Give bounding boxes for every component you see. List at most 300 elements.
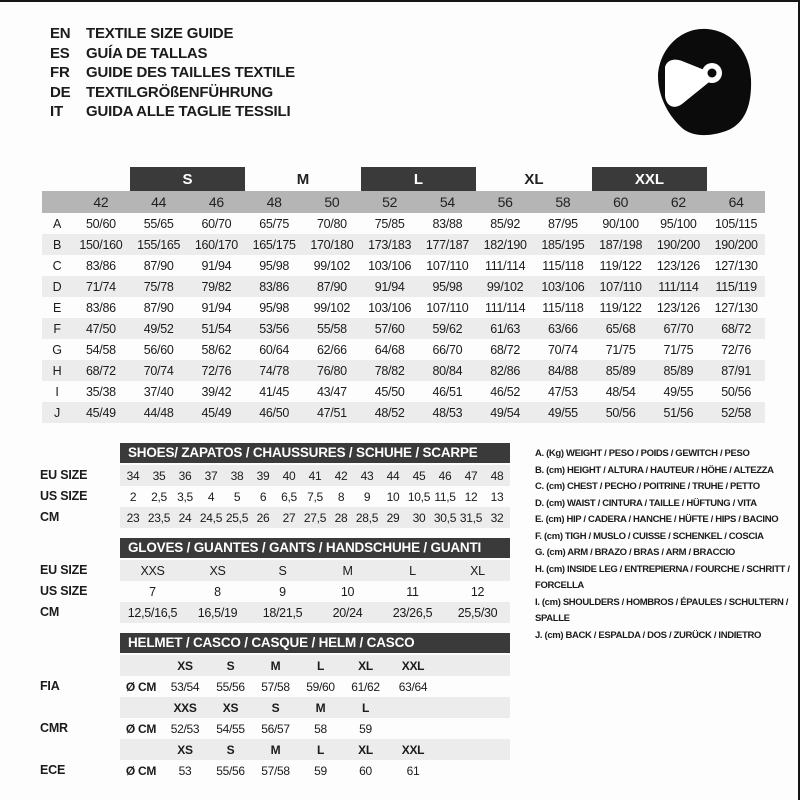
table-cell: 62/66 [316,342,347,357]
size-56: 56 [476,191,534,213]
table-row [42,255,765,276]
table-cell [707,167,765,191]
table-cell: XS [222,700,239,715]
table-cell: Ø CM [125,721,157,736]
table-cell [438,676,510,697]
table-cell: 46/50 [259,405,290,420]
table-cell: 44 [386,468,400,483]
table-cell: 28 [334,510,348,525]
row-label-cm: CM [40,510,60,524]
table-cell: 55/56 [216,763,245,778]
legend-item-f: F. (cm) TIGH / MUSLO / CUISSE / SCHENKEL / COSCIA [535,530,764,542]
table-cell: 2 [129,489,137,504]
table-cell: 18/21,5 [262,605,303,620]
table-cell: 55/65 [143,216,174,231]
table-cell: 127/130 [714,258,758,273]
table-row [42,213,765,234]
table-cell: 160/170 [194,237,238,252]
table-cell: 90/100 [602,216,639,231]
table-cell: 83/86 [85,300,116,315]
table-cell: 13 [490,489,504,504]
table-cell: 53/56 [259,321,290,336]
table-cell: 75/85 [374,216,405,231]
size-54: 54 [419,191,477,213]
table-cell: 10 [386,489,400,504]
table-row [120,739,510,760]
table-cell: 46/52 [490,384,521,399]
table-cell: L [316,658,325,673]
language-code: DE [50,83,71,101]
table-cell: 107/110 [426,300,469,315]
table-cell: 52/53 [170,721,200,736]
table-cell: 83/86 [85,258,116,273]
table-cell: 91/94 [201,258,232,273]
table-cell: 47/50 [85,321,116,336]
table-cell: 24 [178,510,192,525]
shoes-size-section [40,443,510,528]
table-cell: 46/51 [432,384,463,399]
table-cell: 24,5 [199,510,223,525]
table-cell: 58 [314,721,327,736]
standard-label-fia: FIA [40,679,60,693]
table-cell: XL [358,658,373,673]
table-row [42,402,765,423]
legend-item-a: A. (Kg) WEIGHT / PESO / POIDS / GEWITCH / PESO [535,448,750,459]
table-cell: 61/63 [490,321,521,336]
table-row [120,486,510,507]
table-cell: 47/53 [547,384,578,399]
shoes-table-title: SHOES/ ZAPATOS / CHAUSSURES / SCHUHE / SCARPE [120,443,510,463]
table-cell: M [270,742,281,757]
helmet-size-table [120,655,510,781]
table-cell: 60 [359,763,372,778]
table-cell: 85/89 [605,363,636,378]
table-cell: XXL [401,658,425,673]
table-cell: 95/98 [259,258,290,273]
table-row [120,602,510,623]
table-row [120,560,510,581]
size-42: 42 [72,191,130,213]
table-cell: 83/88 [432,216,463,231]
table-cell: 60/64 [259,342,290,357]
gloves-size-section [40,538,510,623]
table-cell: 87/90 [143,258,174,273]
table-row [120,697,510,718]
table-cell: 55/56 [216,679,245,694]
legend-item-c: C. (cm) CHEST / PECHO / POITRINE / TRUHE / PETTO [535,481,760,492]
table-cell [120,697,162,718]
shoes-table-body [120,465,510,528]
table-cell: G [52,342,62,357]
table-cell: 83/86 [259,279,290,294]
table-cell: 50/56 [605,405,636,420]
table-cell: 12 [464,489,478,504]
table-cell [42,191,72,213]
table-cell: 32 [490,510,504,525]
table-cell [438,760,510,781]
legend-item-j: J. (cm) BACK / ESPALDA / DOS / ZURÜCK / INDIETRO [535,629,761,641]
table-cell: 95/98 [432,279,463,294]
textile-size-table [42,167,765,423]
table-row [120,718,510,739]
table-cell: 49/52 [143,321,174,336]
table-cell: 119/122 [599,300,642,315]
table-cell: 58/62 [201,342,232,357]
table-cell: 111/114 [484,300,526,315]
size-group-l: L [361,167,477,191]
gloves-table-body [120,560,510,623]
table-cell: 54/55 [216,721,245,736]
table-cell: 59/60 [306,679,335,694]
table-cell: H [52,363,62,378]
table-cell: C [52,258,62,273]
table-cell: 53 [178,763,192,778]
row-label-eu-size: EU SIZE [40,563,88,577]
table-cell: 67/70 [663,321,694,336]
table-cell: 36 [178,468,192,483]
table-cell: 6,5 [281,489,297,504]
table-cell: 50/56 [721,384,752,399]
table-cell: S [278,563,287,578]
table-cell: 29 [386,510,400,525]
table-cell: 53/54 [170,679,200,694]
table-cell: 7 [149,584,156,599]
table-cell: 68/72 [85,363,116,378]
table-cell: 35 [152,468,166,483]
helmet-size-section [40,633,510,781]
size-group-xxl: XXL [592,167,708,191]
table-cell: 111/114 [484,258,526,273]
language-code: ES [50,44,70,62]
table-cell: L [409,563,416,578]
table-row [42,360,765,381]
table-cell: 31,5 [459,510,483,525]
table-cell: 155/165 [137,237,181,252]
table-cell: 41 [308,468,322,483]
size-58: 58 [534,191,592,213]
table-row [42,318,765,339]
table-cell: 37 [204,468,218,483]
table-cell: 87/91 [721,363,752,378]
table-cell: 61/62 [351,679,380,694]
table-cell [438,718,510,739]
legend-item-i: I. (cm) SHOULDERS / HOMBROS / ÉPAULES / SCHULTERN / SPALLE [535,596,789,624]
table-cell: A [52,216,62,231]
table-cell: 64/68 [374,342,405,357]
language-title: TEXTILGRÖßENFÜHRUNG [86,83,274,101]
table-cell: 56/57 [261,721,290,736]
table-cell: F [53,321,61,336]
table-cell: 49/55 [663,384,694,399]
table-cell: 47 [464,468,478,483]
table-cell: S [271,700,280,715]
table-cell: XS [177,742,193,757]
table-cell: 71/74 [85,279,116,294]
table-cell: D [52,279,62,294]
table-cell: 85/92 [490,216,521,231]
table-cell: 45/49 [85,405,116,420]
table-cell: 99/102 [313,300,351,315]
table-cell: B [52,237,62,252]
language-code: IT [50,103,63,120]
table-cell: 12 [470,584,485,599]
table-cell: 185/195 [541,237,585,252]
row-label-eu-size: EU SIZE [40,468,88,482]
table-cell: 25,5/30 [457,605,498,620]
table-cell: 85/89 [663,363,694,378]
table-cell: 78/82 [374,363,405,378]
table-cell: 9 [279,584,286,599]
helmet-standard-labels [40,655,118,781]
table-cell: 35/38 [85,384,116,399]
legend-item-d: D. (cm) WAIST / CINTURA / TAILLE / HÜFTUNG / VITA [535,497,757,509]
table-cell: 8 [214,584,221,599]
table-cell: 150/160 [79,237,123,252]
gloves-table-title: GLOVES / GUANTES / GANTS / HANDSCHUHE / GUANTI [120,538,510,558]
table-cell: 177/187 [425,237,469,252]
table-cell: 39 [256,468,270,483]
shoes-size-table [120,465,510,528]
table-cell: 43 [360,468,374,483]
helmet-icon [655,27,753,141]
table-cell: 170/180 [310,237,354,252]
table-cell: 84/88 [547,363,578,378]
table-cell: 182/190 [483,237,527,252]
legend-item-b: B. (cm) HEIGHT / ALTURA / HAUTEUR / HÖHE / ALTEZZA [535,464,774,476]
table-cell: 7,5 [307,489,323,504]
table-cell: 70/80 [316,216,347,231]
table-cell: 27 [282,510,296,525]
table-cell [72,167,130,191]
table-cell: Ø CM [125,763,157,778]
language-title-list [50,24,295,122]
table-cell: 51/56 [663,405,694,420]
table-cell: 50/60 [85,216,116,231]
table-cell [438,697,510,718]
table-row [42,297,765,318]
table-cell: 20/24 [332,605,363,620]
table-cell: 74/78 [259,363,290,378]
table-cell: 63/64 [398,679,428,694]
table-cell: 59 [359,721,372,736]
table-cell: 82/86 [490,363,521,378]
table-cell: 71/75 [605,342,636,357]
table-cell: 57/60 [374,321,405,336]
row-label-cm: CM [40,605,60,619]
table-cell: 57/58 [261,763,290,778]
table-cell: 115/119 [715,279,757,294]
gloves-size-table [120,560,510,623]
table-cell: 45/49 [201,405,232,420]
table-cell: XL [358,742,373,757]
table-cell: 26 [256,510,270,525]
size-44: 44 [130,191,188,213]
table-cell: 72/76 [201,363,232,378]
table-cell: 70/74 [143,363,174,378]
table-cell: 190/200 [714,237,758,252]
table-cell: 8 [337,489,345,504]
table-cell: 54/58 [85,342,116,357]
table-cell: 56/60 [143,342,174,357]
table-cell: 107/110 [599,279,642,294]
table-cell: 48/52 [374,405,405,420]
table-cell [42,167,72,191]
table-cell: 28,5 [355,510,379,525]
table-cell: XL [470,563,485,578]
table-cell: 25,5 [225,510,249,525]
table-cell: 49/54 [490,405,521,420]
table-row [120,676,510,697]
table-cell [120,739,162,760]
table-cell: 27,5 [303,510,327,525]
language-title: GUÍA DE TALLAS [86,44,208,62]
language-title: GUIDA ALLE TAGLIE TESSILI [86,103,291,120]
table-cell: 87/90 [143,300,174,315]
table-cell: 91/94 [374,279,405,294]
table-cell: 103/106 [368,300,412,315]
table-cell: 5 [233,489,241,504]
table-cell [120,655,162,676]
table-cell: 51/54 [201,321,232,336]
standard-label-cmr: CMR [40,721,68,735]
table-cell: 60/70 [201,216,232,231]
table-cell: 123/126 [656,258,700,273]
legend-item-h: H. (cm) INSIDE LEG / ENTREPIERNA / FOURCHE / SCHRITT / FORCELLA [535,563,790,591]
table-cell: 65/68 [605,321,636,336]
table-cell: 30,5 [433,510,457,525]
table-cell: 47/51 [316,405,347,420]
table-cell: XXS [173,700,197,715]
table-cell: 41/45 [259,384,290,399]
table-cell: 75/78 [143,279,174,294]
table-cell: 9 [363,489,371,504]
table-cell: 23/26,5 [392,605,433,620]
size-64: 64 [707,191,765,213]
page-top-border [0,0,800,2]
table-cell: S [226,742,235,757]
table-cell: 99/102 [313,258,351,273]
language-title: GUIDE DES TAILLES TEXTILE [86,64,295,81]
table-cell: 44/48 [143,405,174,420]
table-cell: 48 [490,468,504,483]
table-cell: E [52,300,62,315]
table-cell: 72/76 [721,342,752,357]
table-cell: I [55,384,59,399]
table-cell: 105/115 [715,216,758,231]
table-cell: 11,5 [434,489,456,504]
table-cell [438,655,510,676]
gloves-row-labels [40,560,118,623]
table-cell: XS [209,563,226,578]
table-cell: 38 [230,468,244,483]
table-cell: 55/58 [316,321,347,336]
standard-label-ece: ECE [40,763,66,777]
table-cell: 30 [412,510,426,525]
table-cell: XXS [140,563,165,578]
legend-item-g: G. (cm) ARM / BRAZO / BRAS / ARM / BRACCIO [535,547,735,558]
table-cell: L [361,700,370,715]
table-cell: M [315,700,326,715]
table-cell: 103/106 [541,279,585,294]
table-cell: 63/66 [547,321,578,336]
size-50: 50 [303,191,361,213]
table-cell [388,718,438,739]
size-group-s: S [130,167,246,191]
table-cell: 34 [126,468,140,483]
table-cell: 107/110 [426,258,469,273]
table-cell: 4 [207,489,215,504]
table-cell: 119/122 [599,258,642,273]
table-row [120,581,510,602]
table-cell: 49/55 [547,405,578,420]
size-60: 60 [592,191,650,213]
table-cell: 6 [259,489,267,504]
table-cell: 115/118 [542,258,584,273]
table-cell: 71/75 [663,342,694,357]
table-row [42,381,765,402]
table-cell: 91/94 [201,300,232,315]
table-cell: 76/80 [316,363,347,378]
size-48: 48 [245,191,303,213]
size-52: 52 [361,191,419,213]
table-row [120,507,510,528]
table-cell: 68/72 [721,321,752,336]
table-row [42,276,765,297]
table-cell: 173/183 [368,237,412,252]
table-cell: 80/84 [432,363,463,378]
table-cell: 70/74 [547,342,578,357]
table-cell: 10 [340,584,355,599]
size-62: 62 [650,191,708,213]
table-cell: 59/62 [432,321,463,336]
table-cell: 87/95 [547,216,578,231]
table-row [120,760,510,781]
table-cell: 95/100 [660,216,697,231]
language-line-de [50,83,295,103]
table-cell: 48/53 [432,405,463,420]
table-cell: 3,5 [177,489,193,504]
table-cell: 165/175 [252,237,296,252]
language-code: FR [50,64,70,81]
table-cell: L [316,742,325,757]
language-line-en [50,24,295,44]
table-cell: M [270,658,281,673]
table-cell: 65/75 [259,216,290,231]
language-title: TEXTILE SIZE GUIDE [86,25,234,42]
table-row [120,655,510,676]
table-cell: 123/126 [656,300,700,315]
table-cell: 87/90 [316,279,347,294]
table-cell: XXL [401,742,425,757]
table-cell: 39/42 [201,384,232,399]
helmet-table-title: HELMET / CASCO / CASQUE / HELM / CASCO [120,633,510,653]
table-cell: 52/58 [721,405,752,420]
table-cell: 16,5/19 [197,605,238,620]
table-cell: 66/70 [432,342,463,357]
legend-item-e: E. (cm) HIP / CADERA / HANCHE / HÜFTE / HIPS / BACINO [535,514,779,525]
table-cell: 23 [126,510,140,525]
shoes-row-labels [40,465,118,528]
table-cell: 103/106 [368,258,412,273]
row-label-us-size: US SIZE [40,584,88,598]
table-cell: 46 [438,468,452,483]
table-cell: 79/82 [201,279,232,294]
table-cell: 12,5/16,5 [127,605,178,620]
language-line-es [50,44,295,64]
table-cell: 23,5 [147,510,171,525]
table-cell: 43/47 [316,384,347,399]
measurement-legend [535,446,797,644]
